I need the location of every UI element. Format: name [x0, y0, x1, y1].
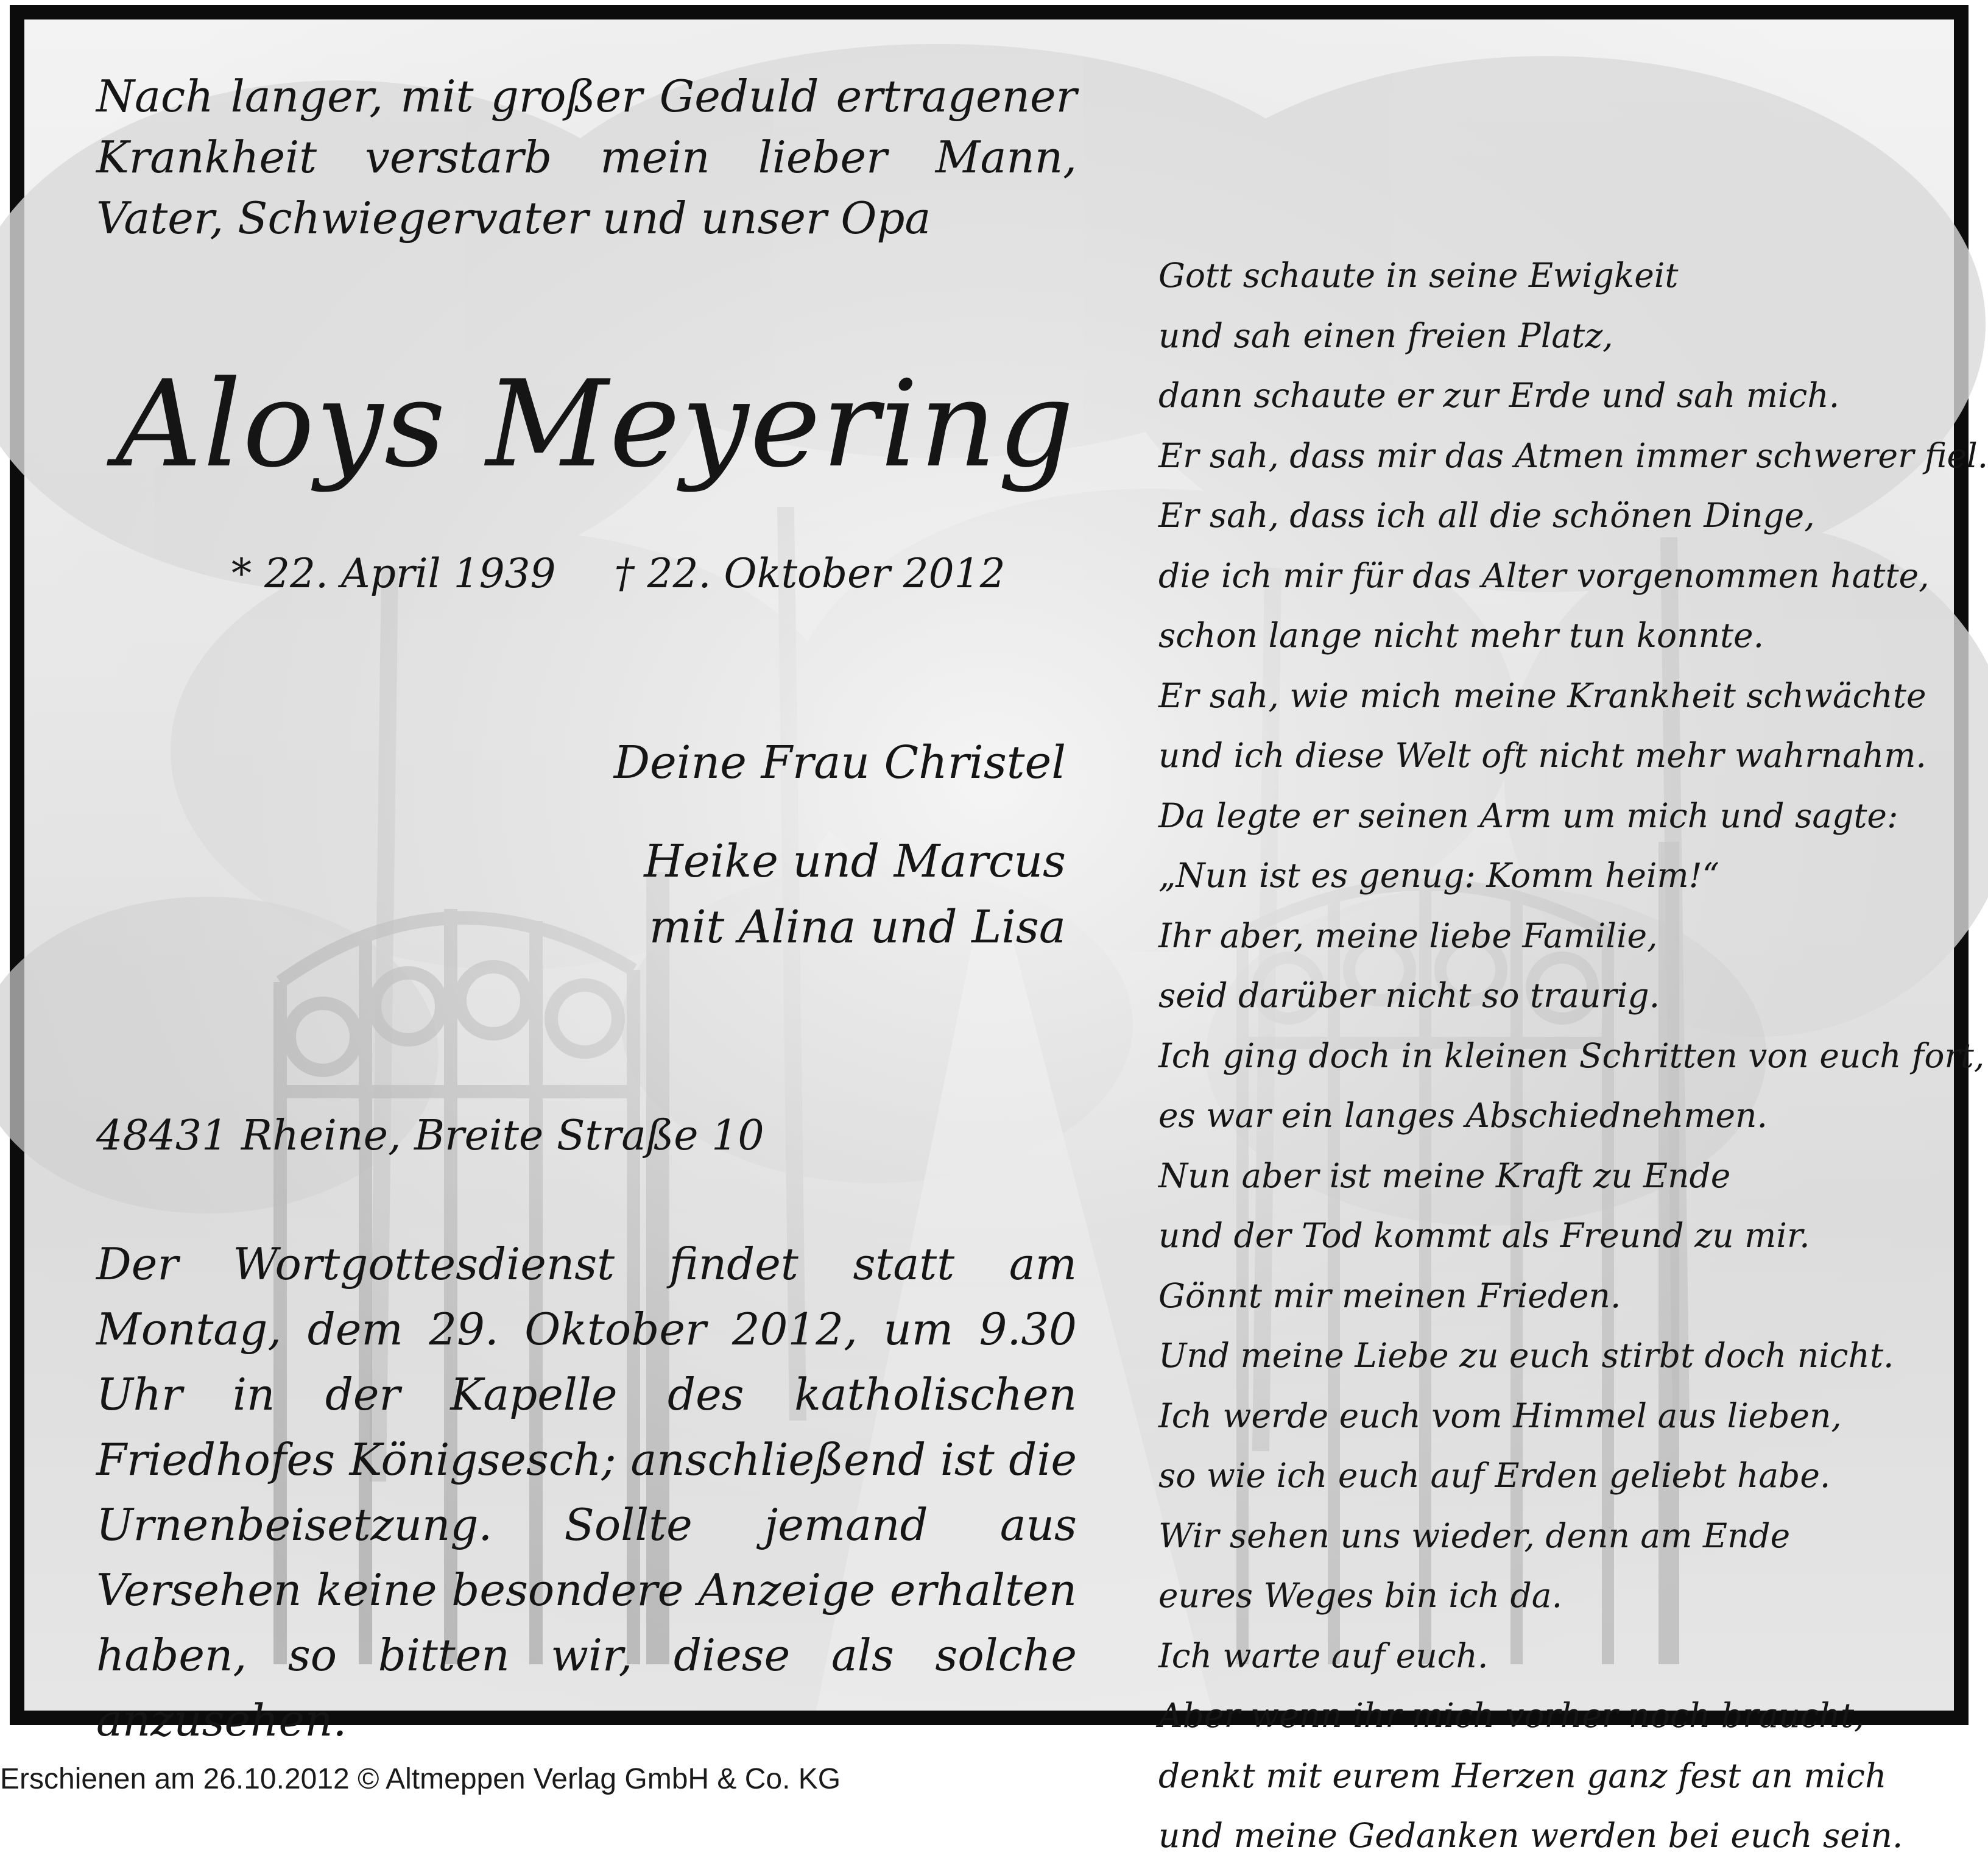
- family-address: 48431 Rheine, Breite Straße 10: [96, 1112, 764, 1160]
- poem-line: und der Tod kommt als Freund zu mir.: [1158, 1216, 1810, 1255]
- poem-line: Und meine Liebe zu euch stirbt doch nicht.: [1158, 1336, 1894, 1375]
- poem-line: die ich mir für das Alter vorgenommen hatte,: [1158, 556, 1930, 595]
- poem-line: Nun aber ist meine Kraft zu Ende: [1158, 1156, 1731, 1195]
- poem-line: und sah einen freien Platz,: [1158, 316, 1613, 355]
- poem-line: Aber wenn ihr mich vorher noch braucht,: [1158, 1696, 1865, 1735]
- poem-line: Er sah, dass ich all die schönen Dinge,: [1158, 496, 1815, 535]
- poem-line: Ihr aber, meine liebe Familie,: [1158, 916, 1658, 955]
- deceased-name: Aloys Meyering: [116, 355, 1076, 494]
- poem-line: Er sah, dass mir das Atmen immer schwerer fiel.: [1158, 436, 1988, 475]
- poem-line: dann schaute er zur Erde und sah mich.: [1158, 376, 1840, 415]
- publication-footer: Erschienen am 26.10.2012 © Altmeppen Verlag GmbH & Co. KG: [0, 1763, 841, 1795]
- poem-line: Gott schaute in seine Ewigkeit: [1158, 256, 1679, 295]
- poem-line: und ich diese Welt oft nicht mehr wahrnahm.: [1158, 736, 1926, 775]
- poem-line: Ich warte auf euch.: [1158, 1636, 1489, 1675]
- poem-line: Ich ging doch in kleinen Schritten von euch fort,: [1158, 1036, 1985, 1075]
- poem-line: und meine Gedanken werden bei euch sein.: [1158, 1816, 1903, 1855]
- poem-line: „Nun ist es genug: Komm heim!“: [1158, 856, 1719, 895]
- poem-line: seid darüber nicht so traurig.: [1158, 976, 1660, 1015]
- poem-line: Gönnt mir meinen Frieden.: [1158, 1276, 1621, 1315]
- family-wife: Deine Frau Christel: [613, 736, 1066, 789]
- service-details: Der Wortgottesdienst findet statt am Montag, dem 29. Oktober 2012, um 9.30 Uhr in der Kapelle des katholischen Friedhofes Königsesch; anschließend ist die Urnenbeisetzung. Sollte jemand aus Versehen keine besondere Anzeige erhalten haben, so bitten wir, diese als solche anzusehen.: [96, 1238, 1077, 1746]
- intro-text: Nach langer, mit großer Geduld ertragener Krankheit verstarb mein lieber Mann, Vater, Schwiegervater und unser Opa: [96, 71, 1077, 244]
- poem-line: so wie ich euch auf Erden geliebt habe.: [1158, 1456, 1831, 1495]
- family-children: Heike und Marcus mit Alina und Lisa: [644, 835, 1066, 953]
- poem: [1158, 240, 1988, 1872]
- birth-date: * 22. April 1939: [231, 550, 556, 597]
- poem-line: Er sah, wie mich meine Krankheit schwächte: [1158, 676, 1926, 715]
- poem-line: Wir sehen uns wieder, denn am Ende: [1158, 1516, 1791, 1555]
- poem-line: denkt mit eurem Herzen ganz fest an mich: [1158, 1756, 1887, 1795]
- poem-line: eures Weges bin ich da.: [1158, 1576, 1563, 1615]
- poem-line: es war ein langes Abschiednehmen.: [1158, 1096, 1768, 1135]
- poem-line: Da legte er seinen Arm um mich und sagte:: [1158, 796, 1898, 835]
- life-dates: [231, 549, 1006, 598]
- poem-line: schon lange nicht mehr tun konnte.: [1158, 616, 1764, 655]
- death-date: † 22. Oktober 2012: [614, 550, 1006, 597]
- poem-line: Ich werde euch vom Himmel aus lieben,: [1158, 1396, 1842, 1435]
